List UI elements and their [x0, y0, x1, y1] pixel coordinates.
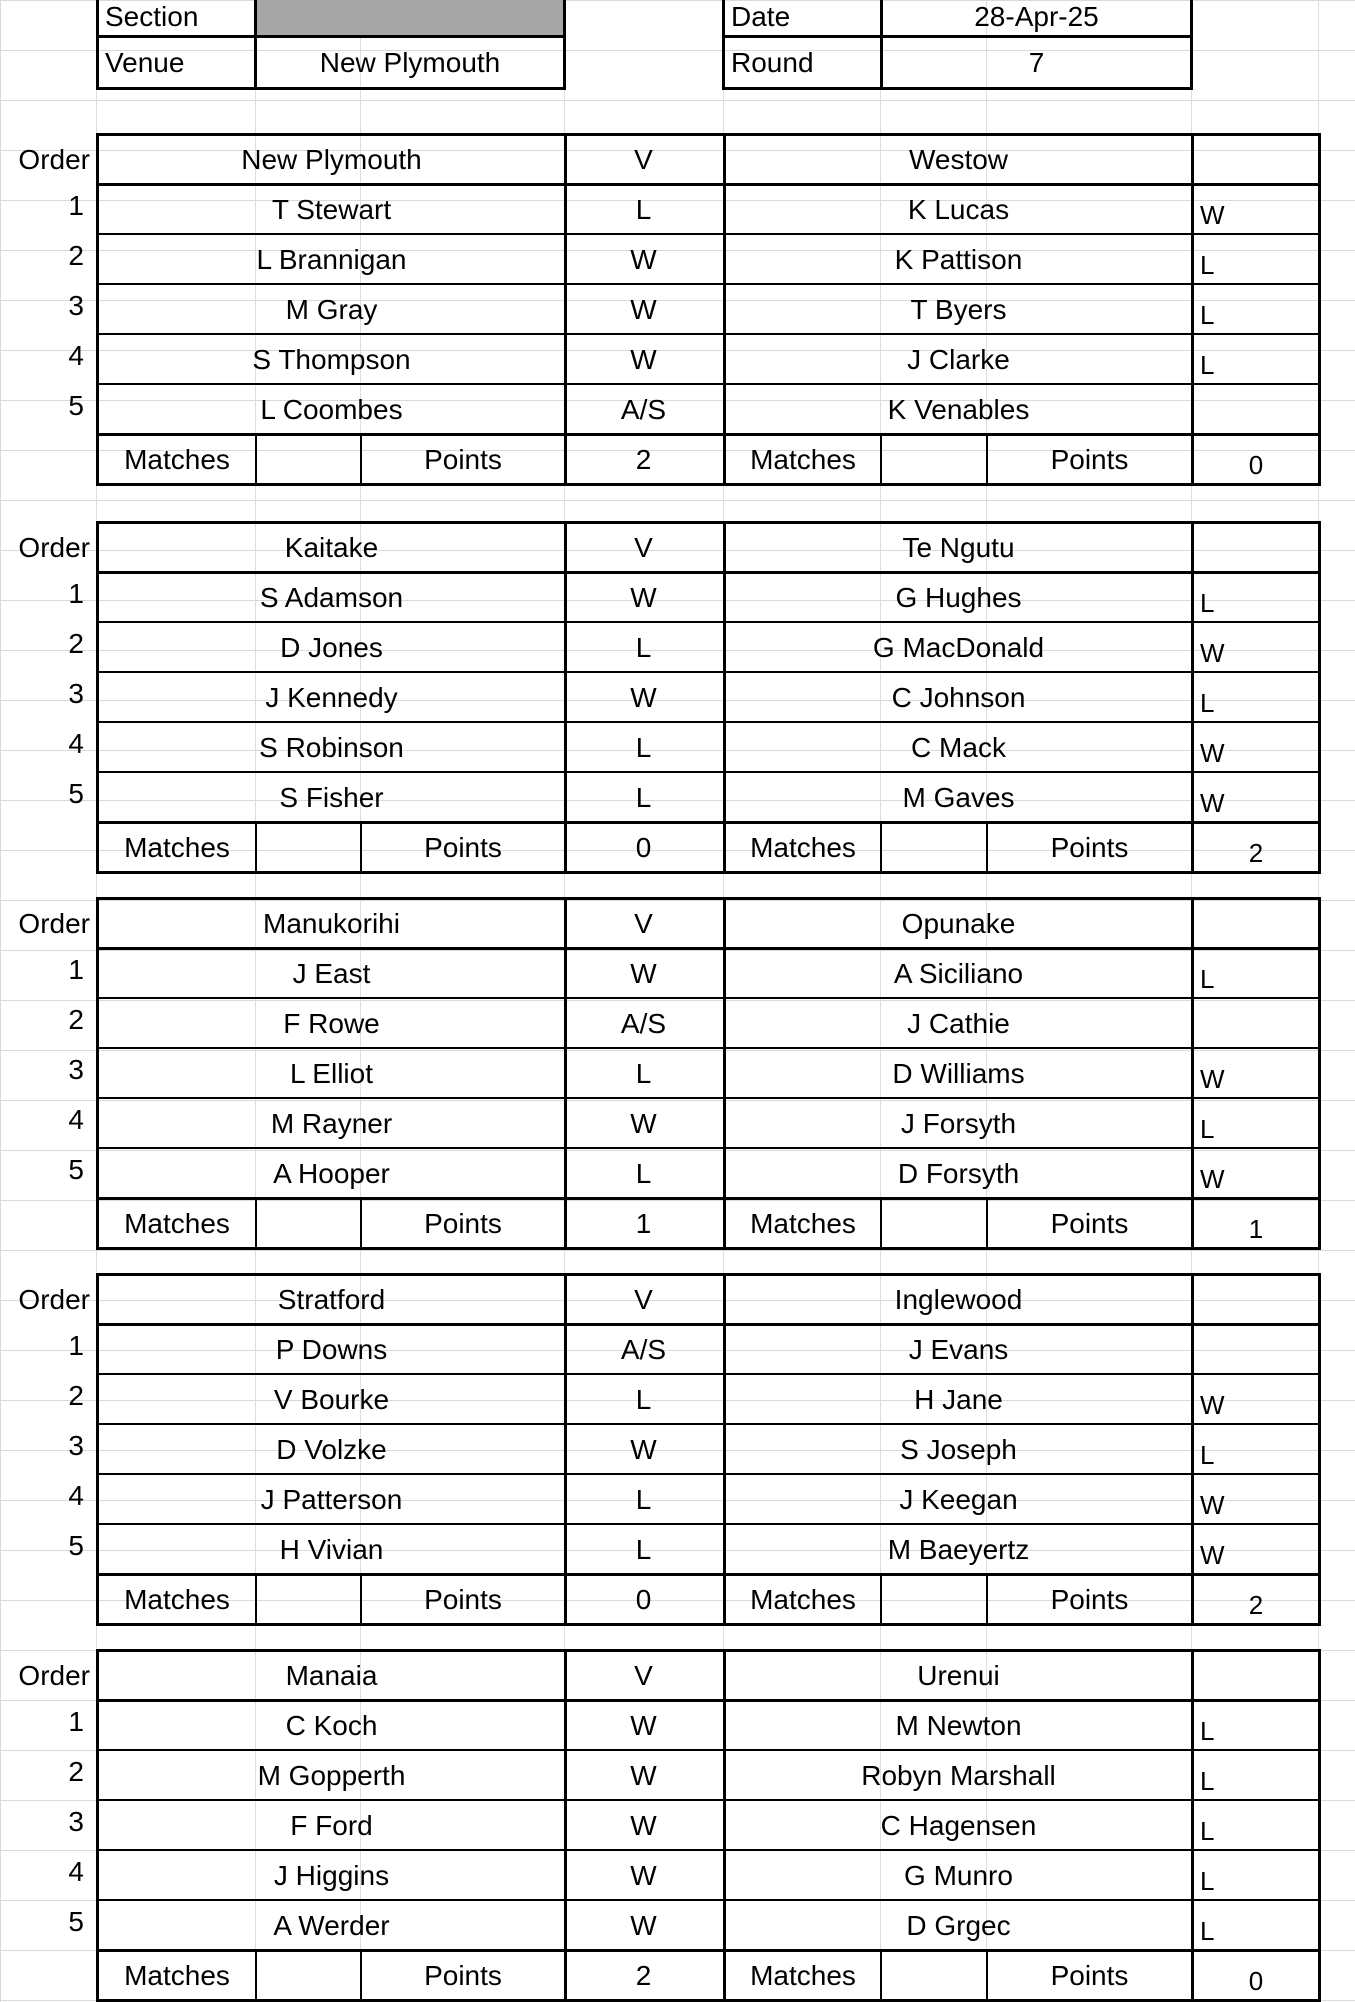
away-player-name: K Pattison: [894, 244, 1023, 275]
home-team-name: New Plymouth: [241, 144, 422, 175]
round-label: Round: [731, 46, 814, 78]
border: [880, 1949, 882, 1999]
home-player-result: W: [630, 1434, 657, 1465]
away-team-name: Urenui: [917, 1660, 1000, 1691]
away-player-name: A Siciliano: [893, 958, 1024, 989]
away-points-value: 2: [1248, 838, 1264, 868]
away-player-result: W: [1200, 788, 1225, 818]
order-number: 4: [68, 1480, 84, 1511]
home-points-label: Points: [424, 832, 502, 863]
away-player-result: L: [1200, 300, 1215, 330]
away-player-name: G MacDonald: [872, 632, 1045, 663]
home-matches-label: Matches: [124, 1584, 230, 1615]
order-number: 1: [68, 1706, 84, 1737]
home-player-name: L Brannigan: [256, 244, 407, 275]
away-player-result: W: [1200, 1064, 1225, 1094]
away-player-result: L: [1200, 1766, 1215, 1796]
away-player-result: L: [1200, 1716, 1215, 1746]
away-player-name: J Forsyth: [900, 1108, 1017, 1139]
border: [880, 433, 882, 483]
away-player-name: M Baeyertz: [887, 1534, 1030, 1565]
home-player-name: J Patterson: [260, 1484, 403, 1515]
home-player-name: D Jones: [280, 632, 383, 663]
order-number: 3: [68, 290, 84, 321]
home-player-result: L: [635, 1484, 652, 1515]
away-player-result: W: [1200, 738, 1225, 768]
home-player-result: L: [635, 782, 652, 813]
order-number: 2: [68, 1380, 84, 1411]
away-team-name: Westow: [908, 144, 1009, 175]
border: [255, 433, 257, 483]
away-player-result: W: [1200, 1390, 1225, 1420]
home-points-label: Points: [424, 1584, 502, 1615]
home-matches-label: Matches: [124, 1960, 230, 1991]
away-points-label: Points: [1050, 1960, 1129, 1991]
away-player-name: K Venables: [887, 394, 1030, 425]
away-points-value: 0: [1248, 450, 1264, 480]
away-player-result: W: [1200, 1164, 1225, 1194]
home-player-result: W: [630, 1760, 657, 1791]
home-player-name: M Gopperth: [257, 1760, 406, 1791]
home-team-name: Manaia: [285, 1660, 378, 1691]
away-player-result: [1194, 1325, 1318, 1375]
order-number: 2: [68, 240, 84, 271]
home-player-result: L: [635, 732, 652, 763]
home-player-name: S Robinson: [259, 732, 404, 763]
order-header: Order: [18, 144, 90, 175]
home-player-result: W: [630, 1810, 657, 1841]
home-player-result: A/S: [620, 1008, 667, 1039]
away-points-value: 1: [1248, 1214, 1264, 1244]
away-player-result: W: [1200, 638, 1225, 668]
away-player-result: L: [1200, 964, 1215, 994]
home-player-result: W: [630, 294, 657, 325]
order-number: 5: [68, 1906, 84, 1937]
away-player-result: L: [1200, 250, 1215, 280]
order-number: 1: [68, 954, 84, 985]
home-matches-label: Matches: [124, 444, 230, 475]
border: [255, 1197, 257, 1247]
home-player-name: F Rowe: [283, 1008, 380, 1039]
home-player-name: C Koch: [285, 1710, 378, 1741]
venue-value: New Plymouth: [319, 46, 501, 78]
order-number: 4: [68, 340, 84, 371]
away-team-name: Opunake: [901, 908, 1016, 939]
away-points-label: Points: [1050, 1208, 1129, 1239]
order-number: 3: [68, 1430, 84, 1461]
home-player-result: W: [630, 1108, 657, 1139]
order-number: 2: [68, 1756, 84, 1787]
away-matches-label: Matches: [750, 832, 856, 863]
order-header: Order: [18, 532, 90, 563]
home-matches-label: Matches: [124, 832, 230, 863]
home-player-name: J Higgins: [273, 1860, 390, 1891]
home-points-value: 0: [635, 832, 652, 863]
home-player-result: L: [635, 1534, 652, 1565]
away-player-name: S Joseph: [900, 1434, 1017, 1465]
away-player-result: [1194, 999, 1318, 1049]
order-number: 2: [68, 628, 84, 659]
home-player-result: L: [635, 194, 652, 225]
away-player-name: T Byers: [910, 294, 1007, 325]
order-number: 5: [68, 778, 84, 809]
away-player-result: L: [1200, 588, 1215, 618]
versus-label: V: [634, 1284, 653, 1315]
home-points-label: Points: [424, 444, 502, 475]
date-value: 28-Apr-25: [974, 1, 1099, 32]
away-points-value: 0: [1248, 1966, 1264, 1996]
home-player-result: W: [630, 1860, 657, 1891]
away-player-result: L: [1200, 1114, 1215, 1144]
section-value: [257, 0, 563, 34]
away-points-value: 2: [1248, 1590, 1264, 1620]
home-team-name: Kaitake: [284, 532, 379, 563]
away-player-name: C Mack: [911, 732, 1006, 763]
home-matches-label: Matches: [124, 1208, 230, 1239]
home-player-name: S Thompson: [252, 344, 411, 375]
order-header: Order: [18, 1284, 90, 1315]
section-label: Section: [105, 1, 199, 32]
order-number: 2: [68, 1004, 84, 1035]
away-matches-label: Matches: [750, 1960, 856, 1991]
home-player-name: L Coombes: [260, 394, 403, 425]
border: [96, 87, 566, 90]
away-team-name: Te Ngutu: [902, 532, 1015, 563]
away-matches-label: Matches: [750, 1584, 856, 1615]
home-player-name: L Elliot: [289, 1058, 373, 1089]
home-player-name: H Vivian: [279, 1534, 384, 1565]
order-number: 4: [68, 1104, 84, 1135]
border: [722, 87, 1193, 90]
home-player-result: W: [630, 244, 657, 275]
order-number: 5: [68, 390, 84, 421]
home-player-name: P Downs: [275, 1334, 388, 1365]
border: [255, 1573, 257, 1623]
home-points-value: 0: [635, 1584, 652, 1615]
border: [255, 1949, 257, 1999]
home-player-name: M Rayner: [270, 1108, 393, 1139]
away-player-name: D Williams: [892, 1058, 1025, 1089]
away-matches-label: Matches: [750, 1208, 856, 1239]
home-player-result: L: [635, 632, 652, 663]
home-player-name: A Werder: [273, 1910, 390, 1941]
date-label: Date: [731, 1, 791, 32]
away-player-name: H Jane: [914, 1384, 1003, 1415]
order-number: 5: [68, 1154, 84, 1185]
away-player-name: Robyn Marshall: [861, 1760, 1056, 1791]
order-header: Order: [18, 1660, 90, 1691]
home-player-name: F Ford: [290, 1810, 373, 1841]
away-player-name: D Grgec: [906, 1910, 1011, 1941]
border: [880, 1197, 882, 1247]
home-player-result: W: [630, 344, 657, 375]
venue-label: Venue: [105, 46, 185, 78]
home-team-name: Manukorihi: [263, 908, 400, 939]
order-number: 3: [68, 1054, 84, 1085]
home-player-name: V Bourke: [273, 1384, 390, 1415]
home-team-name: Stratford: [277, 1284, 386, 1315]
away-player-name: J Evans: [908, 1334, 1009, 1365]
home-player-result: A/S: [620, 394, 667, 425]
away-player-result: L: [1200, 1916, 1215, 1946]
home-player-result: L: [635, 1384, 652, 1415]
versus-label: V: [634, 908, 653, 939]
order-header: Order: [18, 908, 90, 939]
home-points-value: 1: [635, 1208, 652, 1239]
home-player-name: T Stewart: [271, 194, 392, 225]
order-number: 1: [68, 190, 84, 221]
versus-label: V: [634, 1660, 653, 1691]
away-player-name: C Hagensen: [880, 1810, 1037, 1841]
away-player-name: M Gaves: [902, 782, 1015, 813]
away-player-result: L: [1200, 350, 1215, 380]
home-player-name: J East: [292, 958, 371, 989]
home-player-result: L: [635, 1058, 652, 1089]
away-points-label: Points: [1050, 444, 1129, 475]
round-value: 7: [1028, 46, 1045, 78]
away-player-name: J Cathie: [907, 1008, 1010, 1039]
order-number: 4: [68, 1856, 84, 1887]
away-matches-label: Matches: [750, 444, 856, 475]
away-player-name: J Keegan: [899, 1484, 1018, 1515]
home-player-result: W: [630, 682, 657, 713]
home-player-name: S Adamson: [259, 582, 404, 613]
away-player-name: J Clarke: [907, 344, 1010, 375]
home-player-result: L: [635, 1158, 652, 1189]
border: [1190, 0, 1193, 90]
away-player-result: [1194, 385, 1318, 435]
home-player-name: A Hooper: [273, 1158, 390, 1189]
order-number: 3: [68, 678, 84, 709]
home-player-name: D Volzke: [276, 1434, 387, 1465]
away-player-result: W: [1200, 1540, 1225, 1570]
home-points-label: Points: [424, 1208, 502, 1239]
versus-label: V: [634, 144, 653, 175]
border: [880, 821, 882, 871]
away-player-name: C Johnson: [891, 682, 1026, 713]
away-points-label: Points: [1050, 1584, 1129, 1615]
home-points-value: 2: [635, 1960, 652, 1991]
home-player-result: A/S: [620, 1334, 667, 1365]
away-player-result: L: [1200, 1866, 1215, 1896]
away-team-name: Inglewood: [894, 1284, 1023, 1315]
home-points-label: Points: [424, 1960, 502, 1991]
away-points-label: Points: [1050, 832, 1129, 863]
away-player-name: G Munro: [904, 1860, 1013, 1891]
border: [255, 821, 257, 871]
away-player-name: D Forsyth: [897, 1158, 1020, 1189]
home-player-name: S Fisher: [279, 782, 384, 813]
home-player-name: J Kennedy: [265, 682, 398, 713]
away-player-name: M Newton: [895, 1710, 1022, 1741]
away-player-name: K Lucas: [907, 194, 1010, 225]
border: [880, 1573, 882, 1623]
home-player-result: W: [630, 1910, 657, 1941]
home-player-name: M Gray: [285, 294, 378, 325]
border: [563, 0, 566, 90]
versus-label: V: [634, 532, 653, 563]
home-player-result: W: [630, 958, 657, 989]
home-points-value: 2: [635, 444, 652, 475]
order-number: 5: [68, 1530, 84, 1561]
away-player-result: L: [1200, 688, 1215, 718]
order-number: 4: [68, 728, 84, 759]
away-player-result: L: [1200, 1816, 1215, 1846]
order-number: 1: [68, 1330, 84, 1361]
home-player-result: W: [630, 582, 657, 613]
away-player-result: W: [1200, 200, 1225, 230]
away-player-result: W: [1200, 1490, 1225, 1520]
away-player-result: L: [1200, 1440, 1215, 1470]
away-player-name: G Hughes: [895, 582, 1022, 613]
order-number: 1: [68, 578, 84, 609]
home-player-result: W: [630, 1710, 657, 1741]
order-number: 3: [68, 1806, 84, 1837]
